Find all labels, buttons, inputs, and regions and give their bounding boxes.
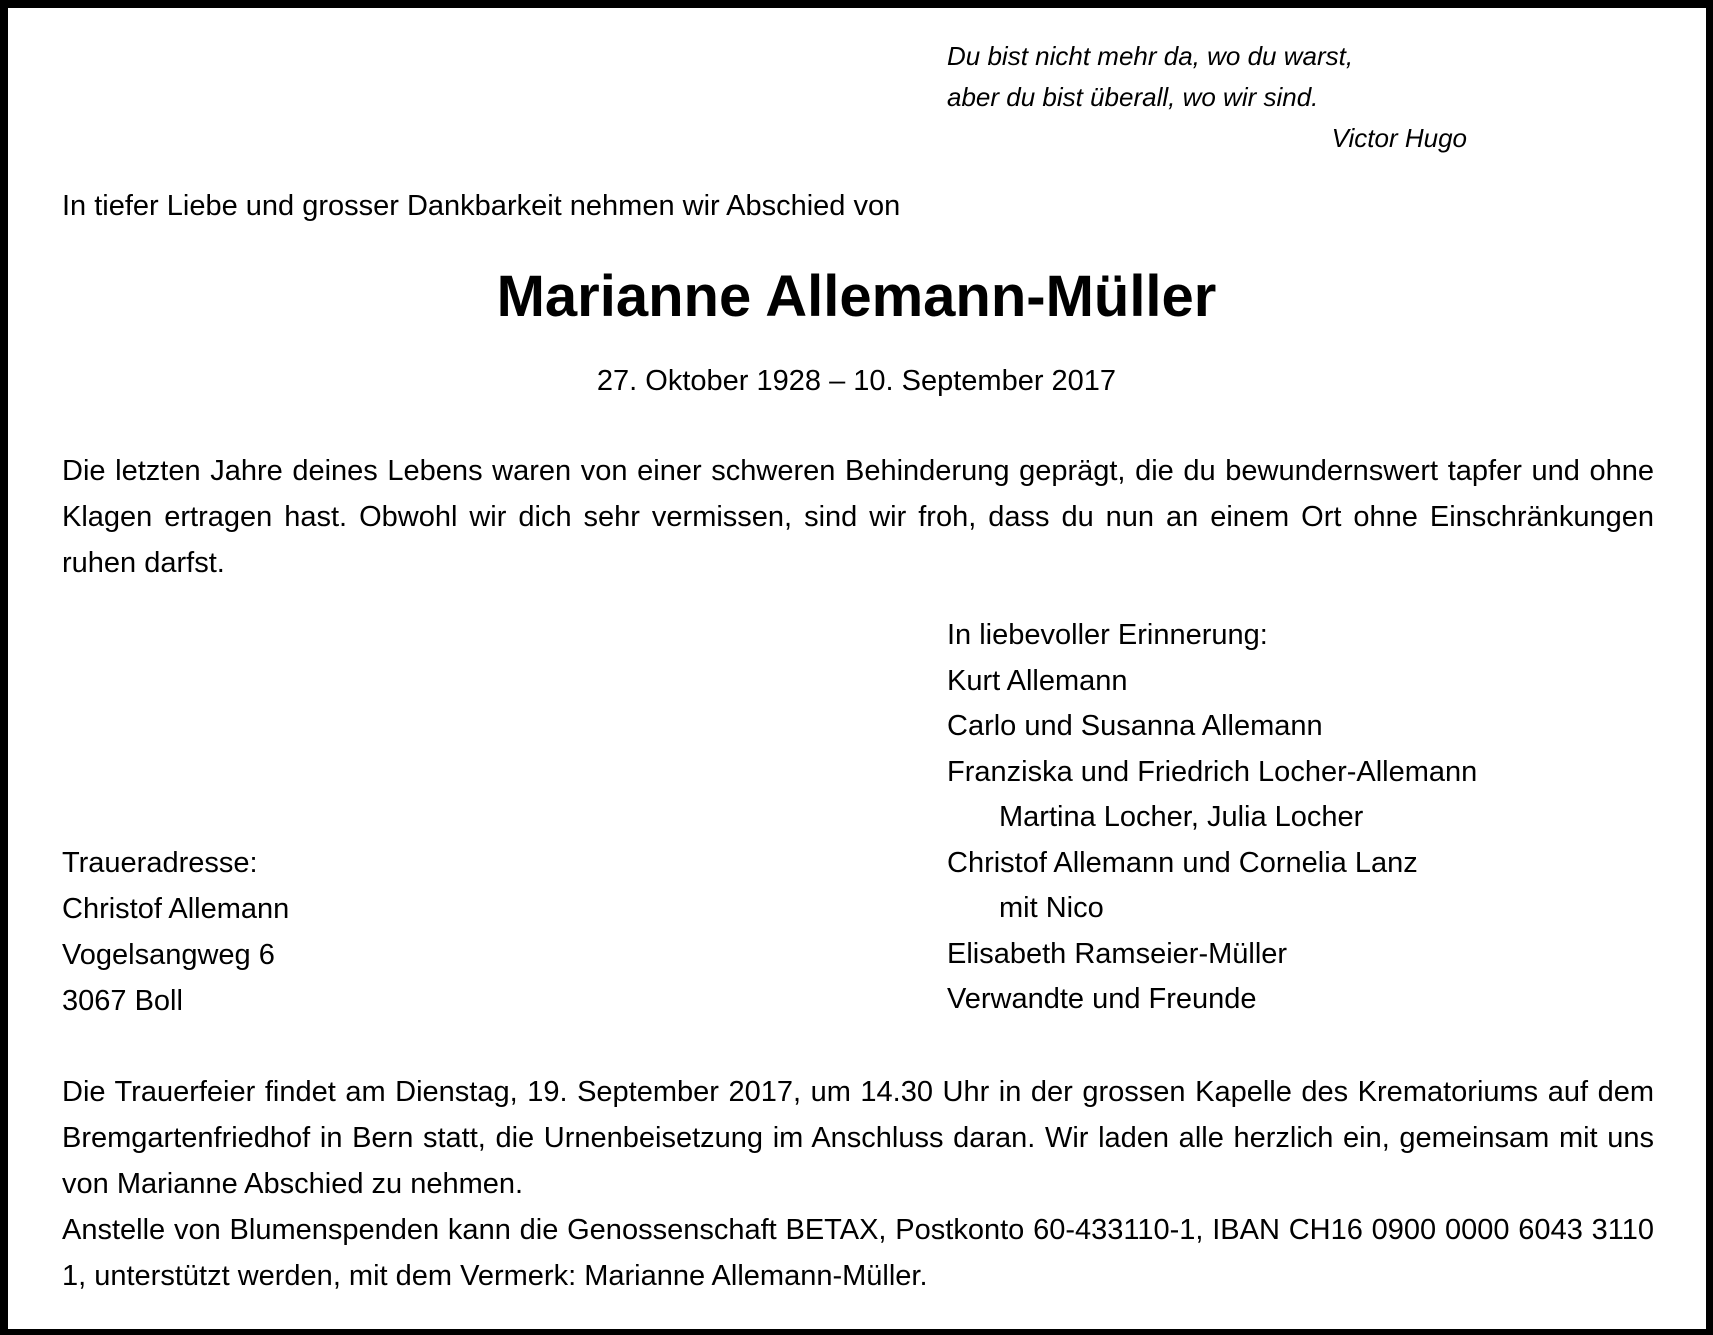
- epigraph-quote: [947, 36, 1467, 159]
- quote-line-2: aber du bist überall, wo wir sind.: [947, 82, 1319, 112]
- intro-text: In tiefer Liebe und grosser Dankbarkeit nehmen wir Abschied von: [62, 190, 901, 222]
- mourning-address: [62, 840, 289, 1024]
- deceased-name: Marianne Allemann-Müller: [496, 264, 1217, 329]
- ceremony-paragraph: Die Trauerfeier findet am Dienstag, 19. September 2017, um 14.30 Uhr in der grossen Kapelle des Krematoriums auf dem Bremgartenfriedhof in Bern statt, die Urnenbeisetzung im Anschluss daran. Wir laden alle herzlich ein, gemeinsam mit uns von Marianne Abschied zu nehmen.: [62, 1076, 1654, 1200]
- mourner-line: Christof Allemann und Cornelia Lanz: [947, 846, 1418, 879]
- tribute-paragraph: Die letzten Jahre deines Lebens waren von einer schweren Behinderung geprägt, die du bewundernswert tapfer und ohne Klagen ertragen hast. Obwohl wir dich sehr vermissen, sind wir froh, dass du nun an einem Ort ohne Einschränkungen ruhen darfst.: [62, 455, 1654, 579]
- quote-line-1: Du bist nicht mehr da, wo du warst,: [947, 41, 1354, 71]
- mourner-line: Martina Locher, Julia Locher: [999, 801, 1364, 833]
- address-label: Traueradresse:: [62, 847, 258, 879]
- quote-author: Victor Hugo: [1331, 123, 1467, 153]
- donation-paragraph: Anstelle von Blumenspenden kann die Genossenschaft BETAX, Postkonto 60-433110-1, IBAN CH16 0900 0000 6043 3110 1, unterstützt werden, mit dem Vermerk: Marianne Allemann-Müller.: [62, 1214, 1654, 1292]
- mourner-line: mit Nico: [999, 892, 1104, 924]
- address-street: Vogelsangweg 6: [62, 939, 275, 971]
- mourner-line: Kurt Allemann: [947, 664, 1128, 697]
- mourners-heading: In liebevoller Erinnerung:: [947, 619, 1268, 651]
- mourner-line: Franziska und Friedrich Locher-Allemann: [947, 755, 1478, 788]
- address-city: 3067 Boll: [62, 985, 183, 1017]
- mourners-list: [947, 613, 1477, 1023]
- ceremony-info: [62, 1069, 1654, 1299]
- mourner-line: Elisabeth Ramseier-Müller: [947, 937, 1288, 970]
- life-dates: 27. Oktober 1928 – 10. September 2017: [596, 365, 1117, 397]
- mourner-line: Verwandte und Freunde: [947, 983, 1257, 1015]
- address-name: Christof Allemann: [62, 893, 290, 925]
- mourner-line: Carlo und Susanna Allemann: [947, 710, 1323, 742]
